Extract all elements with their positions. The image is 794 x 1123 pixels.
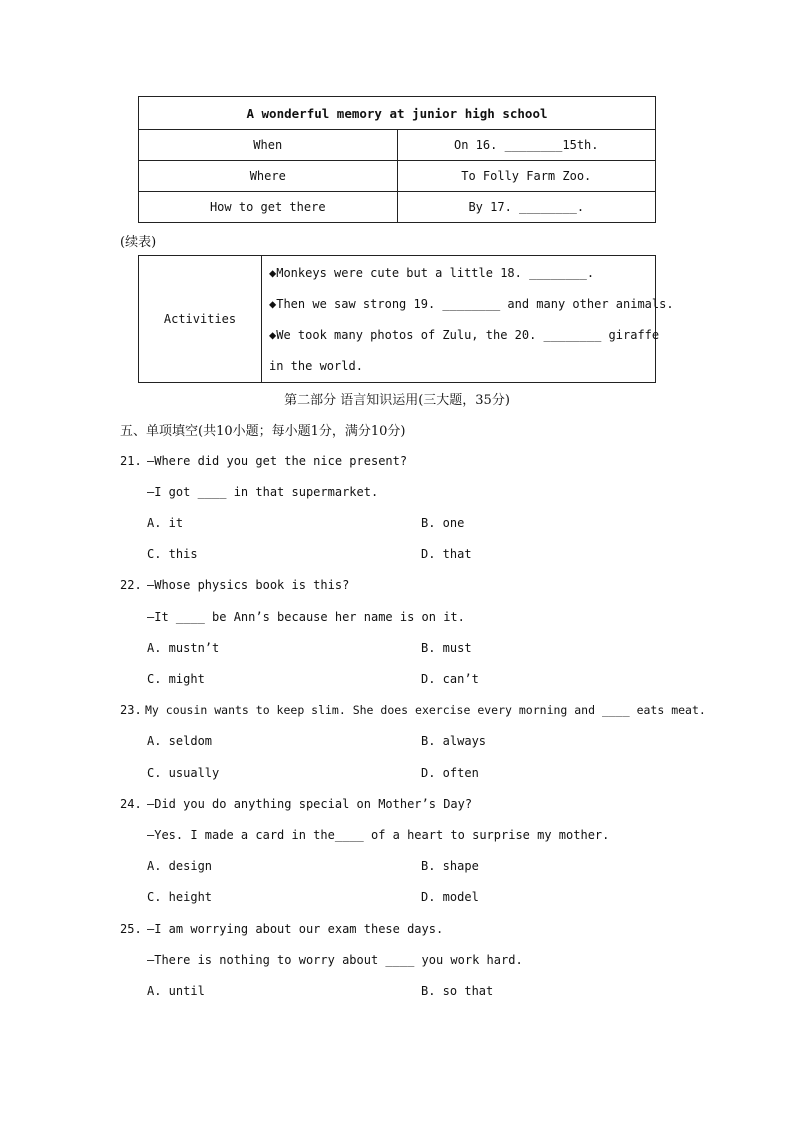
part-title: 第二部分 语言知识运用(三大题，35分) <box>284 393 510 408</box>
option-d: D. model <box>421 890 479 904</box>
activity-line: ◆Then we saw strong 19. ________ and many other animals. <box>269 297 674 311</box>
activities-table <box>138 255 674 383</box>
activity-line: in the world. <box>269 359 363 373</box>
row-value: To Folly Farm Zoo. <box>397 161 656 192</box>
row-value: On 16. ________15th. <box>397 130 656 161</box>
table-row <box>139 130 656 161</box>
option-b: B. always <box>421 734 487 748</box>
table-row <box>139 192 656 223</box>
option-a: A. seldom <box>147 734 213 748</box>
option-d: D. often <box>421 766 479 780</box>
table-title: A wonderful memory at junior high school <box>139 97 656 130</box>
question-text: —Where did you get the nice present? <box>147 454 408 468</box>
option-b: B. so that <box>421 984 494 998</box>
option-d: D. that <box>421 547 472 561</box>
question-text: My cousin wants to keep slim. She does exercise every morning and ____ eats meat. <box>145 703 706 717</box>
option-c: C. might <box>147 672 205 686</box>
row-label: When <box>139 130 398 161</box>
option-c: C. usually <box>147 766 220 780</box>
row-label: Where <box>139 161 398 192</box>
option-c: C. this <box>147 547 198 561</box>
question-text: —I got ____ in that supermarket. <box>147 485 379 499</box>
question-number: 22. <box>120 578 142 592</box>
option-b: B. one <box>421 516 465 530</box>
table-row <box>139 161 656 192</box>
option-b: B. shape <box>421 859 479 873</box>
continued-label: (续表) <box>120 235 157 250</box>
option-d: D. can’t <box>421 672 479 686</box>
question-number: 23. <box>120 703 142 717</box>
option-a: A. it <box>147 516 184 530</box>
activities-label: Activities <box>139 256 262 383</box>
question-number: 24. <box>120 797 142 811</box>
option-b: B. must <box>421 641 472 655</box>
activity-line: ◆Monkeys were cute but a little 18. ________. <box>269 266 595 280</box>
option-a: A. mustn’t <box>147 641 220 655</box>
activity-line: ◆We took many photos of Zulu, the 20. ________ giraffe <box>269 328 660 342</box>
question-text: —Yes. I made a card in the____ of a heart to surprise my mother. <box>147 828 610 842</box>
info-table <box>138 96 656 223</box>
row-value: By 17. ________. <box>397 192 656 223</box>
section-title: 五、单项填空(共10小题；每小题1分，满分10分) <box>120 424 406 439</box>
row-label: How to get there <box>139 192 398 223</box>
option-c: C. height <box>147 890 213 904</box>
question-text: —Did you do anything special on Mother’s Day? <box>147 797 473 811</box>
question-number: 25. <box>120 922 142 936</box>
question-number: 21. <box>120 454 142 468</box>
option-a: A. until <box>147 984 205 998</box>
question-text: —Whose physics book is this? <box>147 578 350 592</box>
activities-cell <box>262 256 674 383</box>
option-a: A. design <box>147 859 213 873</box>
question-text: —I am worrying about our exam these days. <box>147 922 444 936</box>
question-text: —There is nothing to worry about ____ you work hard. <box>147 953 523 967</box>
question-text: —It ____ be Ann’s because her name is on it. <box>147 610 465 624</box>
